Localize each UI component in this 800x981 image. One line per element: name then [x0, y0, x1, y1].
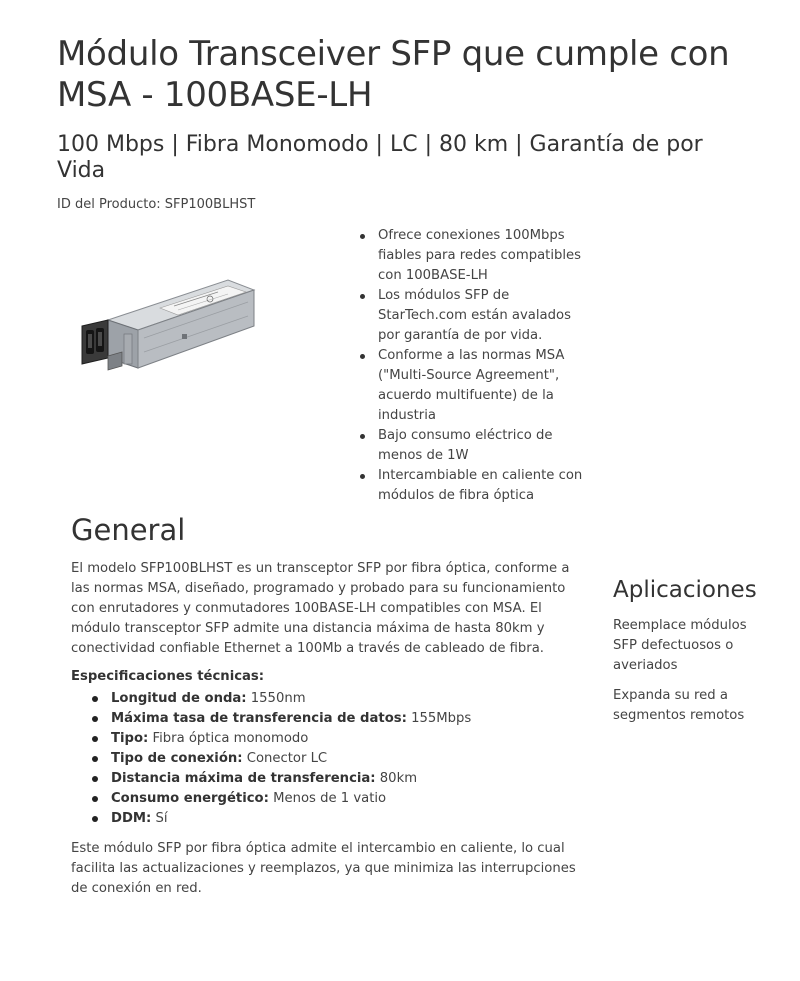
spec-item	[90, 689, 570, 709]
spec-value: 1550nm	[246, 691, 306, 706]
spec-label: Longitud de onda:	[111, 691, 247, 706]
product-id: ID del Producto: SFP100BLHST	[57, 197, 256, 212]
feature-item: Los módulos SFP de StarTech.com están avalados por garantía de por vida.	[358, 286, 588, 346]
feature-item: Conforme a las normas MSA ("Multi-Source Agreement", acuerdo multifuente) de la industria	[358, 346, 588, 426]
feature-list	[358, 226, 588, 506]
page-title: Módulo Transceiver SFP que cumple con MSA - 100BASE-LH	[57, 34, 730, 115]
spec-item	[90, 749, 570, 769]
spec-item	[90, 789, 570, 809]
page-subtitle: 100 Mbps | Fibra Monomodo | LC | 80 km | Garantía de por Vida	[57, 132, 703, 183]
spec-label: Máxima tasa de transferencia de datos:	[111, 711, 407, 726]
feature-item: Ofrece conexiones 100Mbps fiables para redes compatibles con 100BASE-LH	[358, 226, 588, 286]
spec-item	[90, 729, 570, 749]
spec-list	[90, 689, 570, 829]
application-item: Reemplace módulos SFP defectuosos o averiados	[613, 618, 747, 673]
feature-item: Intercambiable en caliente con módulos de fibra óptica	[358, 466, 588, 506]
spec-item	[90, 709, 570, 729]
spec-value: Fibra óptica monomodo	[148, 731, 309, 746]
spec-value: Sí	[151, 811, 168, 826]
spec-value: 80km	[375, 771, 418, 786]
specs-heading: Especificaciones técnicas:	[71, 669, 265, 684]
spec-value: Menos de 1 vatio	[268, 791, 387, 806]
sfp-transceiver-image[interactable]	[78, 268, 256, 380]
spec-label: Tipo:	[111, 731, 149, 746]
spec-label: Distancia máxima de transferencia:	[111, 771, 376, 786]
general-description: El modelo SFP100BLHST es un transceptor SFP por fibra óptica, conforme a las normas MSA, diseñado, programado y probado para su funcionamiento con enrutadores y conmutadores 100BASE-LH compatibles con MSA. El módulo transceptor SFP admite una distancia máxima de hasta 80km y conectividad confiable Ethernet a 100Mb a través de cableado de fibra.	[71, 561, 570, 656]
applications-heading: Aplicaciones	[613, 577, 757, 603]
spec-label: Tipo de conexión:	[111, 751, 243, 766]
spec-item	[90, 769, 570, 789]
spec-label: DDM:	[111, 811, 152, 826]
spec-item	[90, 809, 570, 829]
general-heading: General	[71, 513, 186, 547]
spec-label: Consumo energético:	[111, 791, 269, 806]
closing-paragraph: Este módulo SFP por fibra óptica admite el intercambio en caliente, lo cual facilita las actualizaciones y reemplazos, ya que minimiza las interrupciones de conexión en red.	[71, 841, 576, 896]
feature-item: Bajo consumo eléctrico de menos de 1W	[358, 426, 588, 466]
application-item: Expanda su red a segmentos remotos	[613, 688, 745, 723]
spec-value: 155Mbps	[406, 711, 472, 726]
spec-value: Conector LC	[242, 751, 328, 766]
